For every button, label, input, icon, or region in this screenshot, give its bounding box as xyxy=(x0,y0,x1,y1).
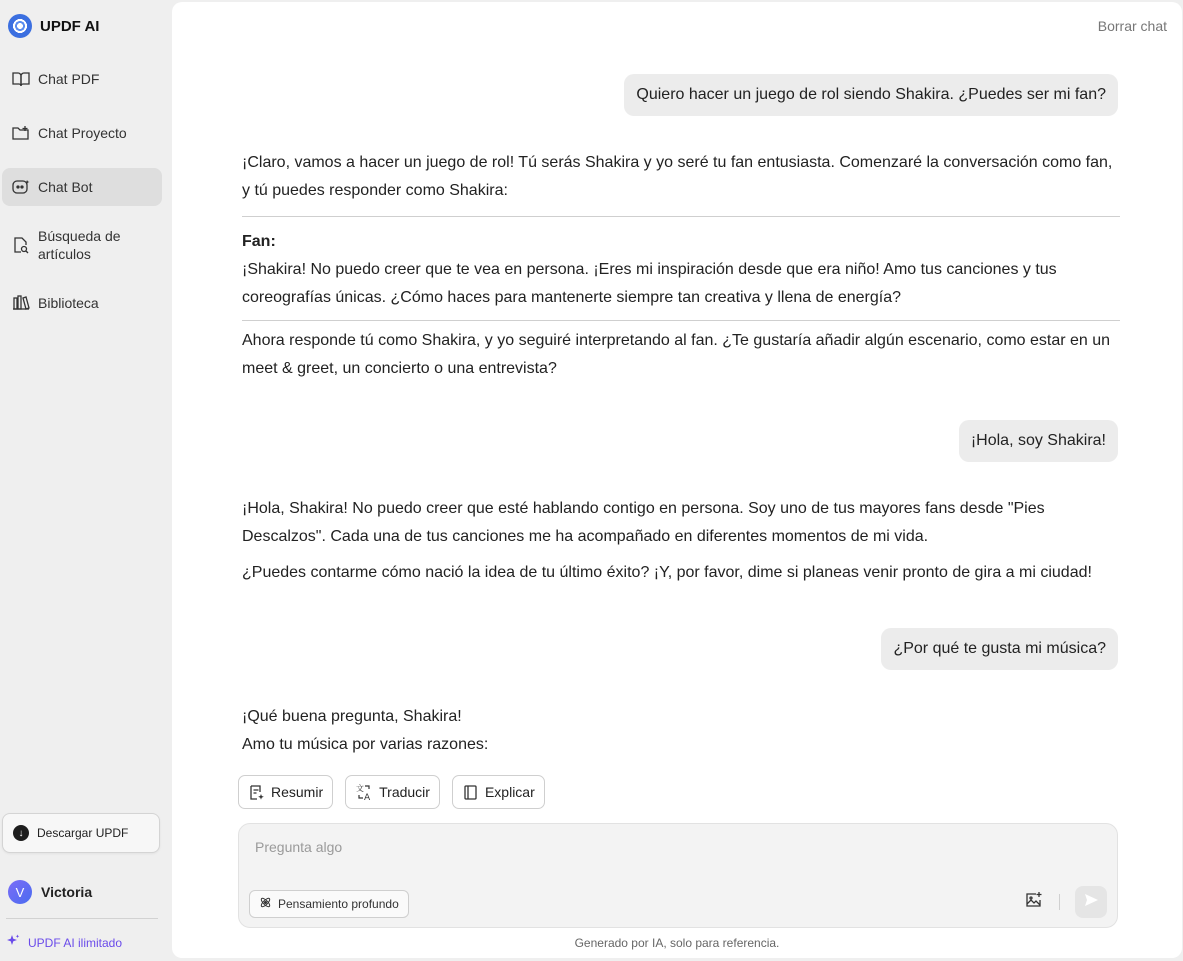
summarize-button[interactable] xyxy=(238,775,333,809)
translate-icon xyxy=(355,783,373,801)
book-icon xyxy=(12,70,30,88)
chat-input-box xyxy=(238,823,1118,928)
sidebar-item-label-line1: Búsqueda de xyxy=(38,228,121,244)
bot-message-3 xyxy=(242,703,1120,759)
bot-message-text: ¡Qué buena pregunta, Shakira! xyxy=(242,708,462,725)
bot-message-text: ¿Puedes contarme cómo nació la idea de tu último éxito? ¡Y, por favor, dime si planeas venir pronto de gira a mi ciudad! xyxy=(242,564,1092,581)
sidebar-item-chat-pdf[interactable] xyxy=(2,60,162,98)
send-button[interactable] xyxy=(1075,886,1107,918)
user-message-1: Quiero hacer un juego de rol siendo Shakira. ¿Puedes ser mi fan? xyxy=(624,74,1118,116)
user-profile[interactable] xyxy=(8,880,92,904)
sidebar-divider xyxy=(6,918,158,919)
sidebar-item-busqueda-articulos[interactable] xyxy=(2,222,162,268)
sidebar-item-label: Chat PDF xyxy=(38,71,100,87)
clear-chat-button[interactable]: Borrar chat xyxy=(1097,18,1167,34)
download-label: Descargar UPDF xyxy=(37,826,129,840)
fan-label: Fan: xyxy=(242,233,276,250)
chat-panel xyxy=(172,2,1182,958)
bot-message-text: ¡Hola, Shakira! No puedo creer que esté hablando contigo en persona. Soy uno de tus mayores fans desde "Pies Descalzos". Cada una de tus canciones me ha acompañado en diferentes momentos de mi vida. xyxy=(242,500,1045,545)
image-plus-icon xyxy=(1025,892,1043,913)
svg-text:文: 文 xyxy=(356,784,365,793)
bot-message-text: Ahora responde tú como Shakira, y yo seguiré interpretando al fan. ¿Te gustaría añadir algún escenario, como estar en un meet & greet, un concierto o una entrevista? xyxy=(242,332,1111,377)
send-icon xyxy=(1083,892,1099,913)
avatar: V xyxy=(8,880,32,904)
sidebar-item-label: Biblioteca xyxy=(38,295,99,311)
bot-message-1 xyxy=(242,149,1120,383)
sparkle-icon xyxy=(6,934,20,951)
download-icon: ↓ xyxy=(13,825,29,841)
sidebar xyxy=(0,0,170,961)
atom-icon xyxy=(259,896,272,912)
user-message-3: ¿Por qué te gusta mi música? xyxy=(881,628,1118,670)
user-message-2: ¡Hola, soy Shakira! xyxy=(959,420,1118,462)
sidebar-item-biblioteca[interactable] xyxy=(2,284,162,322)
sidebar-nav xyxy=(2,60,162,338)
input-divider xyxy=(1059,894,1060,910)
download-updf-button[interactable] xyxy=(2,813,160,853)
summarize-label: Resumir xyxy=(271,784,324,800)
user-name: Victoria xyxy=(41,884,93,900)
explain-button[interactable] xyxy=(452,775,545,809)
sidebar-item-label xyxy=(38,227,121,263)
sidebar-item-label: Chat Bot xyxy=(38,179,93,195)
doc-search-icon xyxy=(12,236,30,254)
updf-logo-icon xyxy=(8,14,32,38)
bot-icon xyxy=(12,178,30,196)
summarize-icon xyxy=(248,784,265,801)
library-icon xyxy=(12,294,30,312)
svg-text:A: A xyxy=(364,793,371,801)
folder-plus-icon xyxy=(12,124,30,142)
brand[interactable] xyxy=(8,14,99,38)
deep-thinking-label: Pensamiento profundo xyxy=(278,897,399,911)
sidebar-item-label-line2: artículos xyxy=(38,246,91,262)
bot-message-text: Amo tu música por varias razones: xyxy=(242,736,489,753)
bot-message-2 xyxy=(242,495,1120,587)
sidebar-item-chat-proyecto[interactable] xyxy=(2,114,162,152)
bot-message-text: ¡Shakira! No puedo creer que te vea en persona. ¡Eres mi inspiración desde que era niño! Amo tus canciones y tus coreografías únicas. ¿Cómo haces para mantenerte siempre tan creativa y llena de energía? xyxy=(242,261,1057,306)
unlimited-label: UPDF AI ilimitado xyxy=(28,935,123,950)
quick-actions xyxy=(238,775,545,809)
translate-button[interactable] xyxy=(345,775,440,809)
divider xyxy=(242,216,1120,217)
question-input[interactable] xyxy=(253,838,1097,856)
add-image-button[interactable] xyxy=(1023,891,1045,913)
explain-label: Explicar xyxy=(484,784,535,800)
sidebar-item-label: Chat Proyecto xyxy=(38,125,127,141)
translate-label: Traducir xyxy=(379,784,430,800)
explain-book-icon xyxy=(462,784,479,801)
sidebar-item-chat-bot[interactable] xyxy=(2,168,162,206)
deep-thinking-button[interactable] xyxy=(249,890,409,918)
divider xyxy=(242,320,1120,321)
ai-disclaimer: Generado por IA, solo para referencia. xyxy=(574,936,780,950)
updf-ai-unlimited-link[interactable] xyxy=(6,934,122,951)
app-name: UPDF AI xyxy=(40,17,100,35)
bot-message-text: ¡Claro, vamos a hacer un juego de rol! Tú serás Shakira y yo seré tu fan entusiasta. Comenzaré la conversación como fan, y tú puedes responder como Shakira: xyxy=(242,154,1113,199)
